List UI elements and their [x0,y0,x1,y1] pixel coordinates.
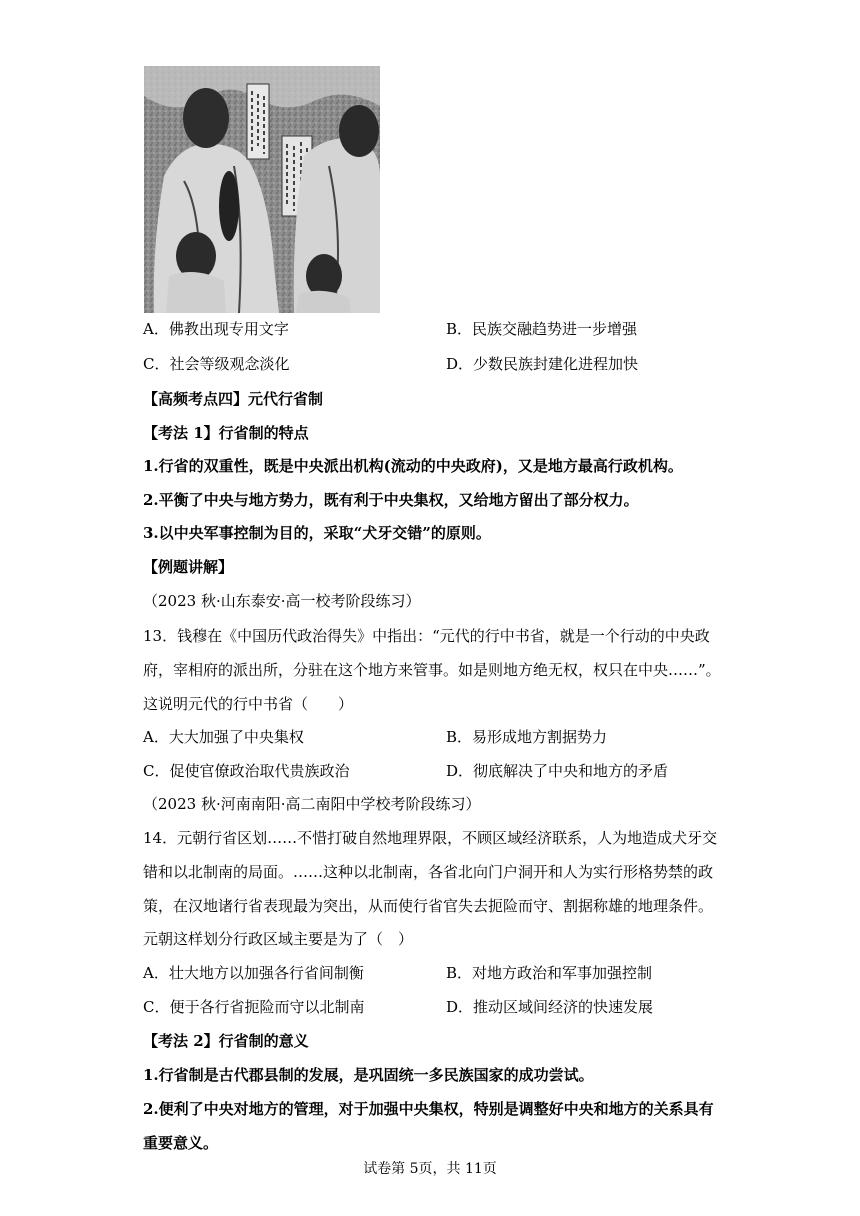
q13-stem-line-1: 13．钱穆在《中国历代政治得失》中指出：“元代的行中书省，就是一个行动的中央政 [143,627,710,645]
q12-option-b: B．民族交融趋势进一步增强 [446,320,638,338]
q12-option-a: A．佛教出现专用文字 [143,320,289,338]
q14-option-d: D．推动区域间经济的快速发展 [446,998,654,1016]
q13-option-a: A．大大加强了中央集权 [143,728,304,746]
q14-option-c: C．便于各行省扼险而守以北制南 [143,998,365,1016]
example-title: 【例题讲解】 [143,558,234,576]
q14-stem-line-1: 14．元朝行省区划……不惜打破自然地理界限，不顾区域经济联系，人为地造成犬牙交 [143,829,718,847]
kaofa1-title: 【考法 1】行省制的特点 [143,424,309,442]
mural-illustration [144,66,380,313]
q13-stem-line-3: 这说明元代的行中书省（ ） [143,695,354,713]
q13-option-c: C．促使官僚政治取代贵族政治 [143,762,350,780]
kaofa1-point-2: 2.平衡了中央与地方势力，既有利于中央集权，又给地方留出了部分权力。 [143,491,639,509]
kaofa2-title: 【考法 2】行省制的意义 [143,1032,309,1050]
page-footer: 试卷第 5页，共 11页 [363,1161,497,1177]
q13-option-d: D．彻底解决了中央和地方的矛盾 [446,762,669,780]
section-title: 【高频考点四】元代行省制 [143,390,324,408]
kaofa1-point-3: 3.以中央军事控制为目的，采取“犬牙交错”的原则。 [143,524,491,542]
q14-stem-line-2: 错和以北制南的局面。……这种以北制南，各省北向门户洞开和人为实行形格势禁的政 [143,863,714,881]
mural-image [144,66,380,313]
q13-stem-line-2: 府，宰相府的派出所，分驻在这个地方来管事。如是则地方绝无权，权只在中央……”。 [143,661,721,679]
q14-source: （2023 秋·河南南阳·高二南阳中学校考阶段练习） [143,795,481,813]
kaofa2-point-2: 2.便利了中央对地方的管理，对于加强中央集权，特别是调整好中央和地方的关系具有 [143,1100,714,1118]
kaofa2-point-2-cont: 重要意义。 [143,1134,219,1152]
kaofa2-point-1: 1.行省制是古代郡县制的发展，是巩固统一多民族国家的成功尝试。 [143,1066,594,1084]
q14-option-b: B．对地方政治和军事加强控制 [446,964,653,982]
q13-source: （2023 秋·山东泰安·高一校考阶段练习） [143,592,421,610]
kaofa1-point-1: 1.行省的双重性，既是中央派出机构(流动的中央政府)，又是地方最高行政机构。 [143,457,683,475]
q12-option-c: C．社会等级观念淡化 [143,355,290,373]
q12-option-d: D．少数民族封建化进程加快 [446,355,639,373]
q14-option-a: A．壮大地方以加强各行省间制衡 [143,964,364,982]
q14-stem-line-3: 策，在汉地诸行省表现最为突出，从而使行省官失去扼险而守、割据称雄的地理条件。 [143,897,714,915]
q14-stem-line-4: 元朝这样划分行政区域主要是为了（ ） [143,930,414,948]
q13-option-b: B．易形成地方割据势力 [446,728,608,746]
